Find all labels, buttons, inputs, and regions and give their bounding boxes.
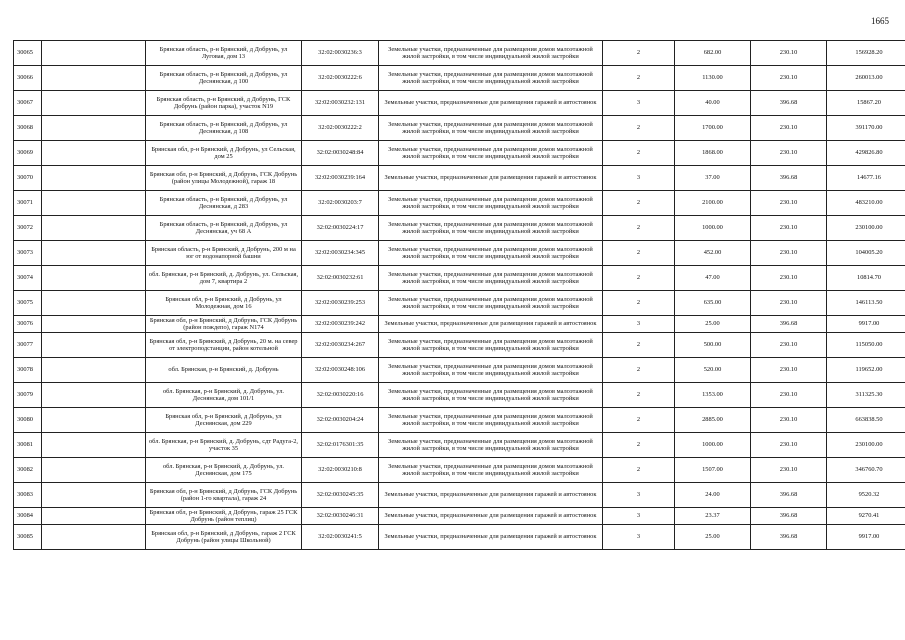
specific-value-cell: 230.10 bbox=[751, 241, 827, 266]
empty-cell bbox=[42, 383, 146, 408]
land-use-cell: Земельные участки, предназначенные для размещения домов малоэтажной жилой застройки, в том числе индивидуальной жилой застройки bbox=[379, 358, 603, 383]
cadastral-value-cell: 260013.00 bbox=[827, 66, 905, 91]
cadastral-number-cell: 32:02:0030234:345 bbox=[302, 241, 379, 266]
cadastral-number-cell: 32:02:0030239:253 bbox=[302, 291, 379, 316]
record-number-cell: 30085 bbox=[14, 525, 42, 550]
specific-value-cell: 230.10 bbox=[751, 291, 827, 316]
record-number-cell: 30077 bbox=[14, 333, 42, 358]
area-cell: 520.00 bbox=[675, 358, 751, 383]
cadastral-number-cell: 32:02:0030246:31 bbox=[302, 508, 379, 525]
table-row bbox=[14, 333, 905, 358]
empty-cell bbox=[42, 525, 146, 550]
table-row bbox=[14, 433, 905, 458]
cadastral-number-cell: 32:02:0030234:267 bbox=[302, 333, 379, 358]
specific-value-cell: 230.10 bbox=[751, 408, 827, 433]
area-cell: 635.00 bbox=[675, 291, 751, 316]
table-row bbox=[14, 291, 905, 316]
empty-cell bbox=[42, 458, 146, 483]
land-use-cell: Земельные участки, предназначенные для размещения гаражей и автостоянок bbox=[379, 508, 603, 525]
cadastral-value-cell: 119652.00 bbox=[827, 358, 905, 383]
cadastral-number-cell: 32:02:0030204:24 bbox=[302, 408, 379, 433]
table-row bbox=[14, 116, 905, 141]
empty-cell bbox=[42, 266, 146, 291]
group-cell: 3 bbox=[603, 91, 675, 116]
empty-cell bbox=[42, 66, 146, 91]
address-cell: обл. Брянская, р-н Брянский, д. Добрунь, ул. Деснянская, дом 101/1 bbox=[146, 383, 302, 408]
cadastral-value-cell: 311325.30 bbox=[827, 383, 905, 408]
group-cell: 2 bbox=[603, 191, 675, 216]
group-cell: 3 bbox=[603, 525, 675, 550]
specific-value-cell: 230.10 bbox=[751, 358, 827, 383]
empty-cell bbox=[42, 408, 146, 433]
cadastral-value-cell: 9917.00 bbox=[827, 316, 905, 333]
cadastral-number-cell: 32:02:0030222:2 bbox=[302, 116, 379, 141]
area-cell: 2885.00 bbox=[675, 408, 751, 433]
address-cell: Брянская область, р-н Брянский, д Добрунь, ул Деснянская, уч 68 А bbox=[146, 216, 302, 241]
area-cell: 452.00 bbox=[675, 241, 751, 266]
address-cell: обл. Брянская, р-н Брянский, д. Добрунь, сдт Радуга-2, участок 35 bbox=[146, 433, 302, 458]
cadastral-value-cell: 146113.50 bbox=[827, 291, 905, 316]
record-number-cell: 30067 bbox=[14, 91, 42, 116]
specific-value-cell: 230.10 bbox=[751, 458, 827, 483]
specific-value-cell: 230.10 bbox=[751, 116, 827, 141]
empty-cell bbox=[42, 166, 146, 191]
record-number-cell: 30074 bbox=[14, 266, 42, 291]
table-row bbox=[14, 191, 905, 216]
land-use-cell: Земельные участки, предназначенные для размещения домов малоэтажной жилой застройки, в том числе индивидуальной жилой застройки bbox=[379, 383, 603, 408]
land-use-cell: Земельные участки, предназначенные для размещения домов малоэтажной жилой застройки, в том числе индивидуальной жилой застройки bbox=[379, 333, 603, 358]
land-use-cell: Земельные участки, предназначенные для размещения домов малоэтажной жилой застройки, в том числе индивидуальной жилой застройки bbox=[379, 408, 603, 433]
table-row bbox=[14, 216, 905, 241]
table-row bbox=[14, 408, 905, 433]
cadastral-value-cell: 104005.20 bbox=[827, 241, 905, 266]
land-use-cell: Земельные участки, предназначенные для размещения домов малоэтажной жилой застройки, в том числе индивидуальной жилой застройки bbox=[379, 41, 603, 66]
cadastral-value-cell: 9270.41 bbox=[827, 508, 905, 525]
record-number-cell: 30076 bbox=[14, 316, 42, 333]
land-use-cell: Земельные участки, предназначенные для размещения гаражей и автостоянок bbox=[379, 166, 603, 191]
cadastral-number-cell: 32:02:0030203:7 bbox=[302, 191, 379, 216]
record-number-cell: 30079 bbox=[14, 383, 42, 408]
area-cell: 40.00 bbox=[675, 91, 751, 116]
address-cell: Брянская область, р-н Брянский, д Добрунь, ул Деснянская, д 108 bbox=[146, 116, 302, 141]
cadastral-value-cell: 429826.80 bbox=[827, 141, 905, 166]
group-cell: 2 bbox=[603, 216, 675, 241]
table-row bbox=[14, 266, 905, 291]
address-cell: Брянская область, р-н Брянский, д Добрунь, ГСК Добрунь (район парка), участок N19 bbox=[146, 91, 302, 116]
area-cell: 1000.00 bbox=[675, 216, 751, 241]
specific-value-cell: 230.10 bbox=[751, 191, 827, 216]
specific-value-cell: 230.10 bbox=[751, 216, 827, 241]
land-use-cell: Земельные участки, предназначенные для размещения гаражей и автостоянок bbox=[379, 483, 603, 508]
address-cell: Брянская область, р-н Брянский, д Добрунь, ул Деснянская, д 283 bbox=[146, 191, 302, 216]
cadastral-number-cell: 32:02:0030248:84 bbox=[302, 141, 379, 166]
empty-cell bbox=[42, 191, 146, 216]
address-cell: Брянская область, р-н Брянский, д Добрунь, ул Деснянская, д 100 bbox=[146, 66, 302, 91]
area-cell: 24.00 bbox=[675, 483, 751, 508]
area-cell: 1868.00 bbox=[675, 141, 751, 166]
specific-value-cell: 230.10 bbox=[751, 383, 827, 408]
record-number-cell: 30078 bbox=[14, 358, 42, 383]
record-number-cell: 30075 bbox=[14, 291, 42, 316]
group-cell: 3 bbox=[603, 483, 675, 508]
record-number-cell: 30070 bbox=[14, 166, 42, 191]
land-use-cell: Земельные участки, предназначенные для размещения домов малоэтажной жилой застройки, в том числе индивидуальной жилой застройки bbox=[379, 116, 603, 141]
empty-cell bbox=[42, 316, 146, 333]
land-use-cell: Земельные участки, предназначенные для размещения домов малоэтажной жилой застройки, в том числе индивидуальной жилой застройки bbox=[379, 458, 603, 483]
record-number-cell: 30072 bbox=[14, 216, 42, 241]
address-cell: Брянская область, р-н Брянский, д Добрунь, ул Луговая, дом 13 bbox=[146, 41, 302, 66]
empty-cell bbox=[42, 508, 146, 525]
cadastral-value-cell: 230100.00 bbox=[827, 216, 905, 241]
area-cell: 1130.00 bbox=[675, 66, 751, 91]
specific-value-cell: 230.10 bbox=[751, 66, 827, 91]
address-cell: Брянская обл, р-н Брянский, д Добрунь, гараж 2 ГСК Добрунь (район улицы Школьной) bbox=[146, 525, 302, 550]
land-use-cell: Земельные участки, предназначенные для размещения домов малоэтажной жилой застройки, в том числе индивидуальной жилой застройки bbox=[379, 141, 603, 166]
area-cell: 37.00 bbox=[675, 166, 751, 191]
record-number-cell: 30066 bbox=[14, 66, 42, 91]
group-cell: 3 bbox=[603, 508, 675, 525]
group-cell: 2 bbox=[603, 433, 675, 458]
area-cell: 47.00 bbox=[675, 266, 751, 291]
group-cell: 3 bbox=[603, 316, 675, 333]
group-cell: 2 bbox=[603, 41, 675, 66]
address-cell: обл. Брянская, р-н Брянский, д. Добрунь bbox=[146, 358, 302, 383]
cadastral-number-cell: 32:02:0030245:35 bbox=[302, 483, 379, 508]
cadastral-number-cell: 32:02:0176301:35 bbox=[302, 433, 379, 458]
table-row bbox=[14, 91, 905, 116]
group-cell: 2 bbox=[603, 141, 675, 166]
record-number-cell: 30082 bbox=[14, 458, 42, 483]
land-use-cell: Земельные участки, предназначенные для размещения гаражей и автостоянок bbox=[379, 316, 603, 333]
group-cell: 3 bbox=[603, 166, 675, 191]
cadastral-number-cell: 32:02:0030248:106 bbox=[302, 358, 379, 383]
empty-cell bbox=[42, 241, 146, 266]
group-cell: 2 bbox=[603, 66, 675, 91]
record-number-cell: 30068 bbox=[14, 116, 42, 141]
cadastral-value-cell: 156928.20 bbox=[827, 41, 905, 66]
cadastral-number-cell: 32:02:0030222:6 bbox=[302, 66, 379, 91]
empty-cell bbox=[42, 91, 146, 116]
table-row bbox=[14, 525, 905, 550]
cadastral-number-cell: 32:02:0030224:17 bbox=[302, 216, 379, 241]
specific-value-cell: 396.68 bbox=[751, 316, 827, 333]
specific-value-cell: 396.68 bbox=[751, 91, 827, 116]
land-use-cell: Земельные участки, предназначенные для размещения домов малоэтажной жилой застройки, в том числе индивидуальной жилой застройки bbox=[379, 433, 603, 458]
land-use-cell: Земельные участки, предназначенные для размещения гаражей и автостоянок bbox=[379, 525, 603, 550]
empty-cell bbox=[42, 333, 146, 358]
address-cell: Брянская область, р-н Брянский, д Добрунь, 200 м на юг от водонапорной башни bbox=[146, 241, 302, 266]
table-row bbox=[14, 508, 905, 525]
area-cell: 500.00 bbox=[675, 333, 751, 358]
area-cell: 1000.00 bbox=[675, 433, 751, 458]
group-cell: 2 bbox=[603, 241, 675, 266]
cadastral-value-cell: 15867.20 bbox=[827, 91, 905, 116]
address-cell: Брянская обл, р-н Брянский, д Добрунь, гараж 25 ГСК Добрунь (район теплиц) bbox=[146, 508, 302, 525]
table-row bbox=[14, 41, 905, 66]
empty-cell bbox=[42, 141, 146, 166]
group-cell: 2 bbox=[603, 333, 675, 358]
empty-cell bbox=[42, 483, 146, 508]
group-cell: 2 bbox=[603, 266, 675, 291]
record-number-cell: 30083 bbox=[14, 483, 42, 508]
table-row bbox=[14, 66, 905, 91]
land-use-cell: Земельные участки, предназначенные для размещения домов малоэтажной жилой застройки, в том числе индивидуальной жилой застройки bbox=[379, 216, 603, 241]
record-number-cell: 30084 bbox=[14, 508, 42, 525]
table-row bbox=[14, 166, 905, 191]
address-cell: Брянская обл, р-н Брянский, д Добрунь, ГСК Добрунь (район пождепо), гараж N174 bbox=[146, 316, 302, 333]
specific-value-cell: 396.68 bbox=[751, 166, 827, 191]
cadastral-value-cell: 663838.50 bbox=[827, 408, 905, 433]
record-number-cell: 30069 bbox=[14, 141, 42, 166]
area-cell: 25.00 bbox=[675, 525, 751, 550]
record-number-cell: 30071 bbox=[14, 191, 42, 216]
address-cell: Брянская обл, р-н Брянский, д Добрунь, ГСК Добрунь (район 1-го квартала), гараж 24 bbox=[146, 483, 302, 508]
address-cell: Брянская обл, р-н Брянский, д Добрунь, ул Молодежная, дом 16 bbox=[146, 291, 302, 316]
land-use-cell: Земельные участки, предназначенные для размещения домов малоэтажной жилой застройки, в том числе индивидуальной жилой застройки bbox=[379, 291, 603, 316]
specific-value-cell: 396.68 bbox=[751, 508, 827, 525]
group-cell: 2 bbox=[603, 291, 675, 316]
empty-cell bbox=[42, 216, 146, 241]
cadastral-value-table bbox=[13, 40, 905, 550]
area-cell: 23.37 bbox=[675, 508, 751, 525]
specific-value-cell: 230.10 bbox=[751, 266, 827, 291]
land-use-cell: Земельные участки, предназначенные для размещения домов малоэтажной жилой застройки, в том числе индивидуальной жилой застройки bbox=[379, 66, 603, 91]
cadastral-value-cell: 115050.00 bbox=[827, 333, 905, 358]
specific-value-cell: 230.10 bbox=[751, 433, 827, 458]
empty-cell bbox=[42, 291, 146, 316]
cadastral-number-cell: 32:02:0030239:164 bbox=[302, 166, 379, 191]
cadastral-value-cell: 9520.32 bbox=[827, 483, 905, 508]
table-row bbox=[14, 141, 905, 166]
cadastral-value-cell: 10814.70 bbox=[827, 266, 905, 291]
land-use-cell: Земельные участки, предназначенные для размещения домов малоэтажной жилой застройки, в том числе индивидуальной жилой застройки bbox=[379, 191, 603, 216]
cadastral-number-cell: 32:02:0030239:242 bbox=[302, 316, 379, 333]
cadastral-number-cell: 32:02:0030232:61 bbox=[302, 266, 379, 291]
area-cell: 1353.00 bbox=[675, 383, 751, 408]
record-number-cell: 30080 bbox=[14, 408, 42, 433]
area-cell: 1507.00 bbox=[675, 458, 751, 483]
land-use-cell: Земельные участки, предназначенные для размещения домов малоэтажной жилой застройки, в том числе индивидуальной жилой застройки bbox=[379, 266, 603, 291]
table-row bbox=[14, 483, 905, 508]
address-cell: Брянская обл, р-н Брянский, д Добрунь, ул Деснянская, дом 229 bbox=[146, 408, 302, 433]
address-cell: Брянская обл, р-н Брянский, д Добрунь, ГСК Добрунь (район улицы Молодежной), гараж 18 bbox=[146, 166, 302, 191]
address-cell: Брянская обл, р-н Брянский, д Добрунь, 20 м. на север от электроподстанции, район котельной bbox=[146, 333, 302, 358]
record-number-cell: 30065 bbox=[14, 41, 42, 66]
empty-cell bbox=[42, 433, 146, 458]
cadastral-value-cell: 346760.70 bbox=[827, 458, 905, 483]
group-cell: 2 bbox=[603, 358, 675, 383]
cadastral-number-cell: 32:02:0030232:131 bbox=[302, 91, 379, 116]
specific-value-cell: 230.10 bbox=[751, 333, 827, 358]
table-row bbox=[14, 241, 905, 266]
table-row bbox=[14, 383, 905, 408]
address-cell: обл. Брянская, р-н Брянский, д. Добрунь, ул. Сельская, дом 7, квартира 2 bbox=[146, 266, 302, 291]
empty-cell bbox=[42, 41, 146, 66]
area-cell: 682.00 bbox=[675, 41, 751, 66]
cadastral-value-cell: 9917.00 bbox=[827, 525, 905, 550]
cadastral-value-cell: 391170.00 bbox=[827, 116, 905, 141]
group-cell: 2 bbox=[603, 458, 675, 483]
area-cell: 1700.00 bbox=[675, 116, 751, 141]
empty-cell bbox=[42, 358, 146, 383]
record-number-cell: 30081 bbox=[14, 433, 42, 458]
cadastral-number-cell: 32:02:0030236:3 bbox=[302, 41, 379, 66]
cadastral-value-cell: 483210.00 bbox=[827, 191, 905, 216]
specific-value-cell: 230.10 bbox=[751, 41, 827, 66]
area-cell: 2100.00 bbox=[675, 191, 751, 216]
group-cell: 2 bbox=[603, 383, 675, 408]
area-cell: 25.00 bbox=[675, 316, 751, 333]
group-cell: 2 bbox=[603, 408, 675, 433]
cadastral-number-cell: 32:02:0030241:5 bbox=[302, 525, 379, 550]
specific-value-cell: 230.10 bbox=[751, 141, 827, 166]
table-row bbox=[14, 458, 905, 483]
group-cell: 2 bbox=[603, 116, 675, 141]
specific-value-cell: 396.68 bbox=[751, 525, 827, 550]
record-number-cell: 30073 bbox=[14, 241, 42, 266]
land-use-cell: Земельные участки, предназначенные для размещения гаражей и автостоянок bbox=[379, 91, 603, 116]
page-number: 1665 bbox=[871, 16, 889, 26]
cadastral-value-cell: 14677.16 bbox=[827, 166, 905, 191]
empty-cell bbox=[42, 116, 146, 141]
address-cell: Брянская обл, р-н Брянский, д Добрунь, ул Сельская, дом 25 bbox=[146, 141, 302, 166]
table-row bbox=[14, 358, 905, 383]
land-use-cell: Земельные участки, предназначенные для размещения домов малоэтажной жилой застройки, в том числе индивидуальной жилой застройки bbox=[379, 241, 603, 266]
cadastral-number-cell: 32:02:0030220:16 bbox=[302, 383, 379, 408]
specific-value-cell: 396.68 bbox=[751, 483, 827, 508]
cadastral-value-cell: 230100.00 bbox=[827, 433, 905, 458]
table-body bbox=[14, 41, 905, 550]
cadastral-number-cell: 32:02:0030210:8 bbox=[302, 458, 379, 483]
address-cell: обл. Брянская, р-н Брянский, д. Добрунь, ул. Деснянская, дом 175 bbox=[146, 458, 302, 483]
table-row bbox=[14, 316, 905, 333]
